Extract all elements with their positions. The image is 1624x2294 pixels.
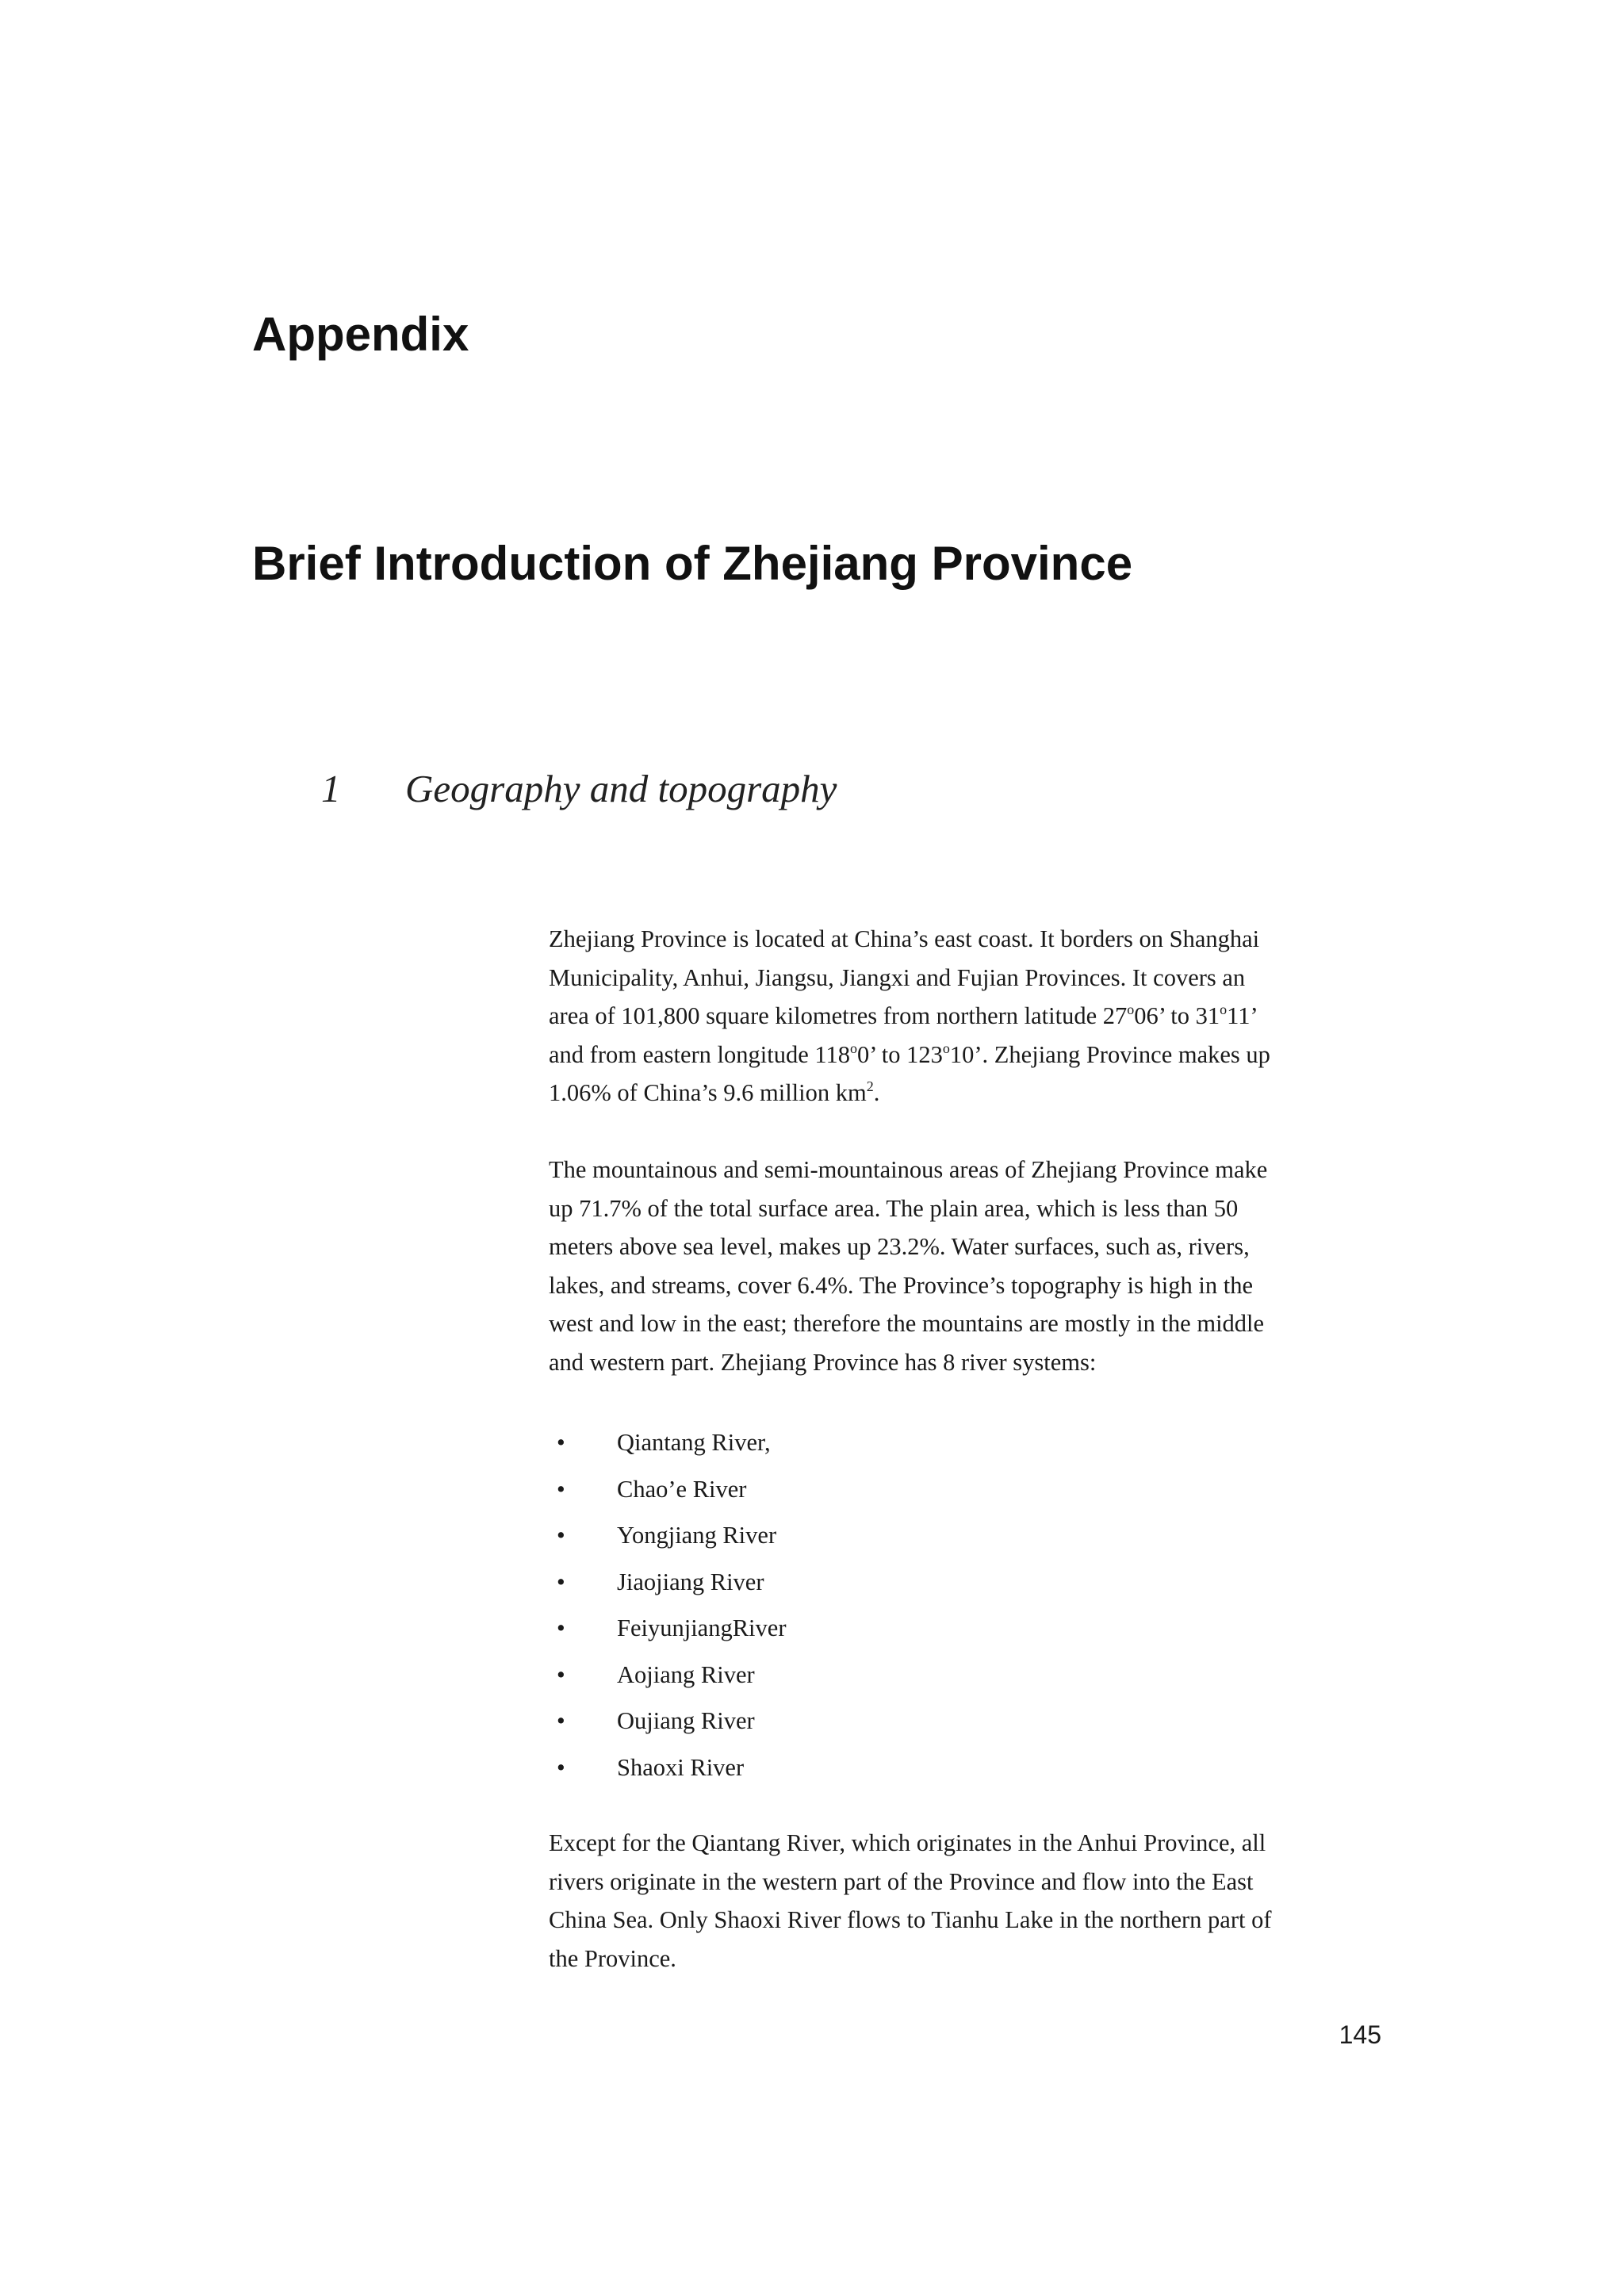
line-text: area of 101,800 square kilometres from northern latitude 27 xyxy=(549,1002,1128,1030)
section-number: 1 xyxy=(321,767,341,810)
paragraph-line: Municipality, Anhui, Jiangsu, Jiangxi and Fujian Provinces. It covers an xyxy=(549,963,1246,991)
line-text: and from eastern longitude 118 xyxy=(549,1040,851,1068)
appendix-title: Appendix xyxy=(252,308,469,361)
list-item xyxy=(549,1744,786,1791)
list-item xyxy=(549,1652,786,1698)
section-heading xyxy=(321,765,837,813)
paragraph-line xyxy=(549,997,1389,1036)
river-name: Chao’e River xyxy=(617,1475,747,1503)
square-superscript: 2 xyxy=(866,1078,874,1095)
bullet-icon: • xyxy=(557,1568,565,1595)
paragraph-rivers-origin: Except for the Qiantang River, which originates in the Anhui Province, all rivers originate in the western part of the Province and flow into the East China Sea. Only Shaoxi River flows to Tianhu Lake in the northern part of the Province. xyxy=(549,1829,1272,1972)
bullet-icon: • xyxy=(557,1429,565,1456)
line-text: . xyxy=(873,1079,880,1107)
bullet-icon: • xyxy=(557,1614,565,1641)
bullet-icon: • xyxy=(557,1660,565,1688)
bullet-icon: • xyxy=(557,1707,565,1734)
list-item xyxy=(549,1419,786,1466)
line-text: 0’ to 123 xyxy=(857,1040,943,1068)
line-text: 11’ xyxy=(1227,1002,1258,1030)
river-name: Oujiang River xyxy=(617,1707,755,1734)
river-name: Qiantang River, xyxy=(617,1429,771,1456)
paragraph-location xyxy=(549,920,1389,1113)
page-number: 145 xyxy=(1339,2020,1381,2049)
bullet-icon: • xyxy=(557,1753,565,1781)
degree-mark: o xyxy=(1127,1001,1135,1018)
river-name: Aojiang River xyxy=(617,1660,755,1688)
list-item xyxy=(549,1559,786,1606)
bullet-icon: • xyxy=(557,1522,565,1549)
river-name: FeiyunjiangRiver xyxy=(617,1614,787,1641)
degree-mark: o xyxy=(850,1040,858,1056)
list-item xyxy=(549,1698,786,1744)
line-text: 10’. Zhejiang Province makes up xyxy=(949,1040,1270,1068)
paragraph-line: Zhejiang Province is located at China’s east coast. It borders on Shanghai xyxy=(549,925,1260,952)
list-item xyxy=(549,1605,786,1652)
paragraph-line xyxy=(549,1074,1389,1113)
bullet-icon: • xyxy=(557,1475,565,1503)
degree-mark: o xyxy=(1220,1001,1228,1018)
list-item xyxy=(549,1512,786,1559)
chapter-title: Brief Introduction of Zhejiang Province xyxy=(252,537,1133,590)
river-name: Yongjiang River xyxy=(617,1522,777,1549)
section-title: Geography and topography xyxy=(405,767,837,810)
river-name: Jiaojiang River xyxy=(617,1568,764,1595)
line-text: 06’ to 31 xyxy=(1134,1002,1220,1030)
degree-mark: o xyxy=(942,1040,950,1056)
line-text: 1.06% of China’s 9.6 million km xyxy=(549,1079,867,1107)
river-list xyxy=(549,1419,786,1790)
river-name: Shaoxi River xyxy=(617,1753,745,1781)
list-item xyxy=(549,1466,786,1513)
paragraph-line xyxy=(549,1036,1389,1074)
paragraph-topography: The mountainous and semi-mountainous areas of Zhejiang Province make up 71.7% of the total surface area. The plain area, which is less than 50 meters above sea level, makes up 23.2%. Water surfaces, such as, rivers, lakes, and streams, cover 6.4%. The Province’s topography is high in the west and low in the east; therefore the mountains are mostly in the middle and western part. Zhejiang Province has 8 river systems: xyxy=(549,1156,1268,1376)
